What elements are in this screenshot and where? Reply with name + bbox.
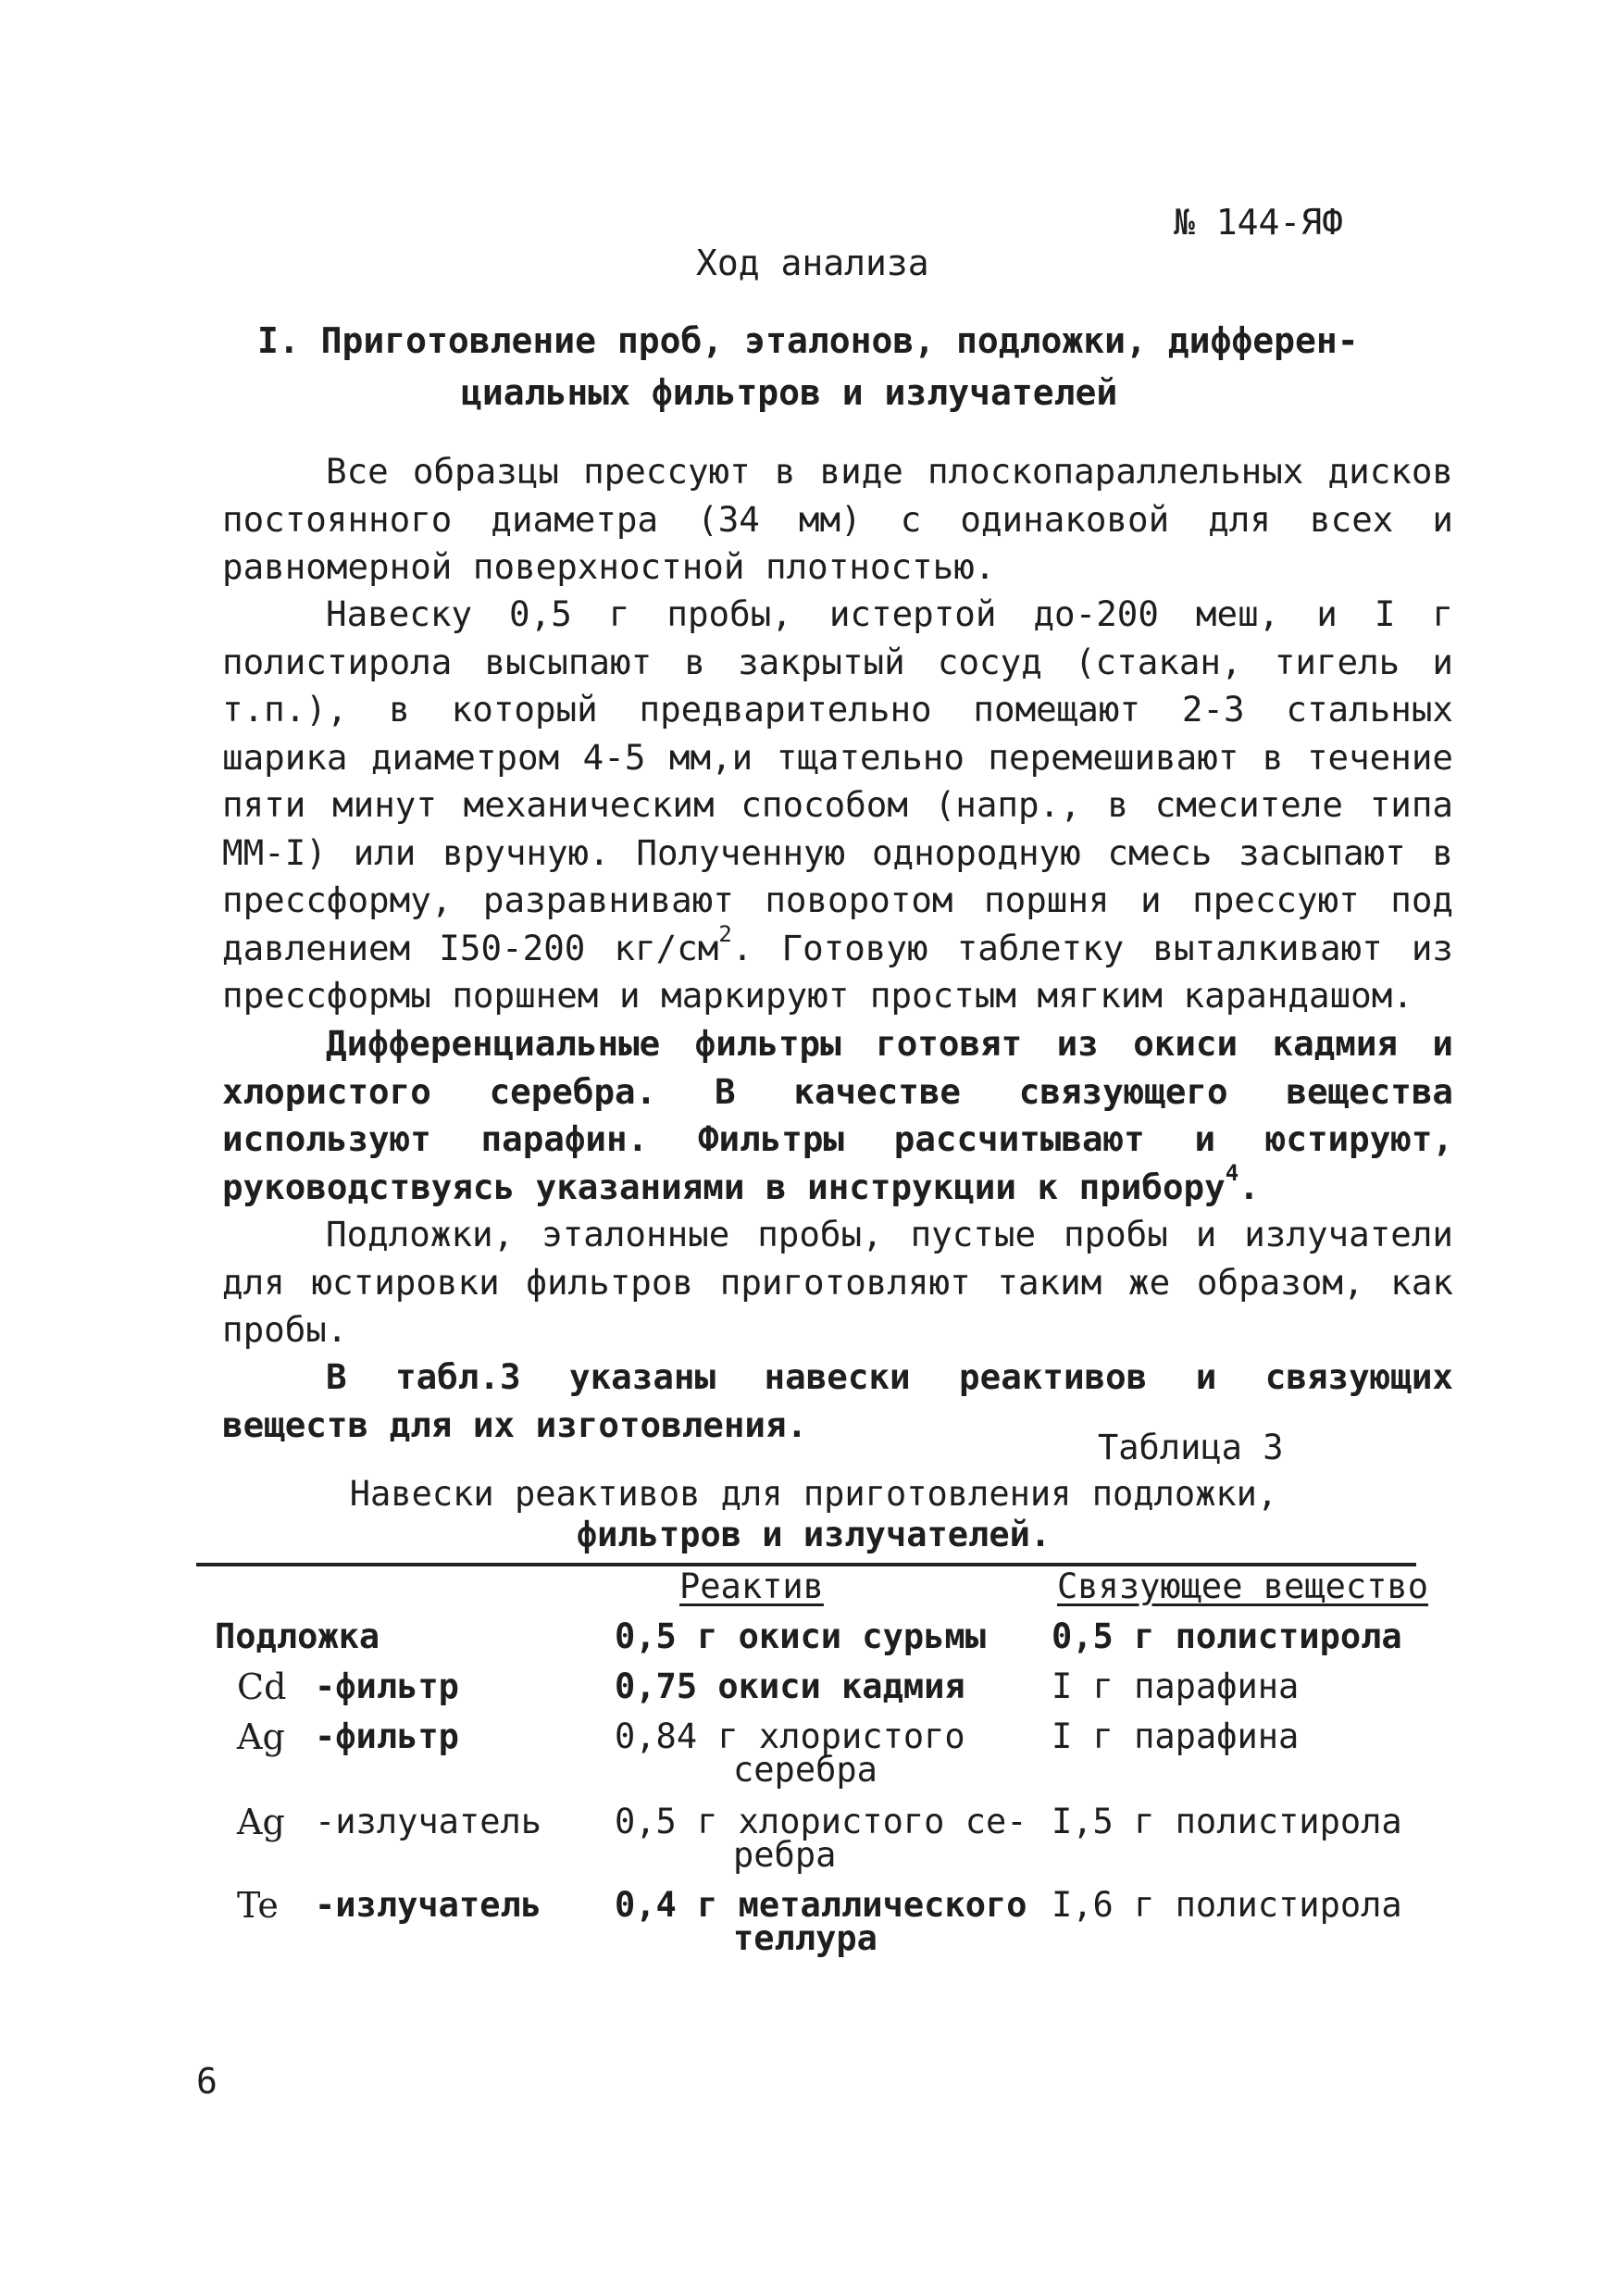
section-heading-line-1: I. Приготовление проб, эталонов, подложки, дифферен- [257, 320, 1359, 361]
row-3-reagent [615, 1716, 965, 1790]
paragraph-samples-pressing [222, 448, 1453, 592]
paragraph-2-part-1: Навеску 0,5 г пробы, истертой до-200 меш, и I г полистирола высыпают в закрытый сосуд (стакан, тигель и т.п.), в который предварительно помещают 2-3 стальных шарика диаметром 4-5 мм,и тщательно перемешивают в течение пяти минут механическим способом (напр., в смесителе типа ММ-I) или вручную. Полученную однородную смесь засыпают в прессформу, разравнивают поворотом поршня и прессуют под давлением I50-200 кг/см [222, 593, 1453, 968]
row-2-reagent: 0,75 окиси кадмия [615, 1666, 965, 1706]
row-5-role: -излучатель [315, 1885, 542, 1925]
table-caption-line-2: фильтров и излучателей. [576, 1515, 1052, 1554]
row-4-reagent [615, 1802, 1027, 1875]
row-2-binder: I г парафина [1052, 1666, 1300, 1706]
row-4-role: -излучатель [315, 1802, 542, 1841]
paragraph-4-text: Подложки, эталонные пробы, пустые пробы и излучатели для юстировки фильтров приготовляют таким же образом, как пробы. [222, 1214, 1453, 1350]
paragraph-sample-preparation [222, 591, 1453, 1020]
analysis-heading: Ход анализа [696, 243, 929, 283]
column-header-binder: Связующее вещество [1057, 1566, 1428, 1606]
row-5-reagent [615, 1885, 1027, 1958]
page-number: 6 [196, 2061, 218, 2102]
paragraph-3-part-2: . [1238, 1166, 1260, 1207]
document-number: № 144-ЯФ [1174, 202, 1344, 243]
table-caption-line-1: Навески реактивов для приготовления подложки, [349, 1474, 1278, 1514]
row-4-reagent-line-1: 0,5 г хлористого се- [615, 1802, 1027, 1841]
row-2-role: -фильтр [315, 1666, 459, 1706]
row-5-element: Te [237, 1885, 279, 1926]
row-5-reagent-line-2: теллура [733, 1918, 877, 1958]
section-heading [257, 315, 1368, 418]
column-header-reagent: Реактив [679, 1566, 824, 1606]
row-5-reagent-line-1: 0,4 г металлического [615, 1885, 1027, 1925]
row-4-binder: I,5 г полистирола [1052, 1802, 1402, 1841]
superscript-2: 2 [718, 921, 732, 947]
footnote-ref-4: 4 [1225, 1160, 1239, 1186]
row-3-reagent-line-1: 0,84 г хлористого [615, 1716, 965, 1756]
row-5-binder: I,6 г полистирола [1052, 1885, 1402, 1925]
paragraph-1-text: Все образцы прессуют в виде плоскопараллельных дисков постоянного диаметра (34 мм) с одинаковой для всех и равномерной поверхностной плотностью. [222, 451, 1453, 587]
paragraph-3-text [222, 1020, 1453, 1211]
paragraph-5-text: В табл.3 указаны навески реактивов и связующих веществ для их изготовления. [222, 1356, 1453, 1445]
paragraph-2-part-2: . Готовую таблетку выталкивают из прессформы поршнем и маркируют простым мягким карандашом. [222, 927, 1453, 1016]
row-3-role: -фильтр [315, 1716, 459, 1756]
row-2-element: Cd [237, 1666, 287, 1707]
row-1-binder: 0,5 г полистирола [1052, 1616, 1402, 1656]
paragraph-2-text [222, 591, 1453, 1020]
paragraph-3-part-1: Дифференциальные фильтры готовят из окиси кадмия и хлористого серебра. В качестве связующего вещества используют парафин. Фильтры рассчитывают и юстируют, руководствуясь указаниями в инструкции к прибору [222, 1023, 1453, 1207]
row-4-reagent-line-2: ребра [733, 1835, 837, 1875]
section-heading-line-2: циальных фильтров и излучателей [461, 372, 1118, 413]
row-3-element: Ag [237, 1716, 285, 1757]
paragraph-substrates [222, 1211, 1453, 1354]
paragraph-differential-filters [222, 1020, 1453, 1211]
row-1-reagent: 0,5 г окиси сурьмы [615, 1616, 986, 1656]
row-3-reagent-line-2: серебра [733, 1750, 877, 1790]
table-caption [0, 1474, 1618, 1555]
table-label: Таблица 3 [1098, 1428, 1284, 1467]
row-1-name: Подложка [215, 1616, 380, 1656]
row-4-element: Ag [237, 1802, 285, 1842]
row-3-binder: I г парафина [1052, 1716, 1300, 1756]
